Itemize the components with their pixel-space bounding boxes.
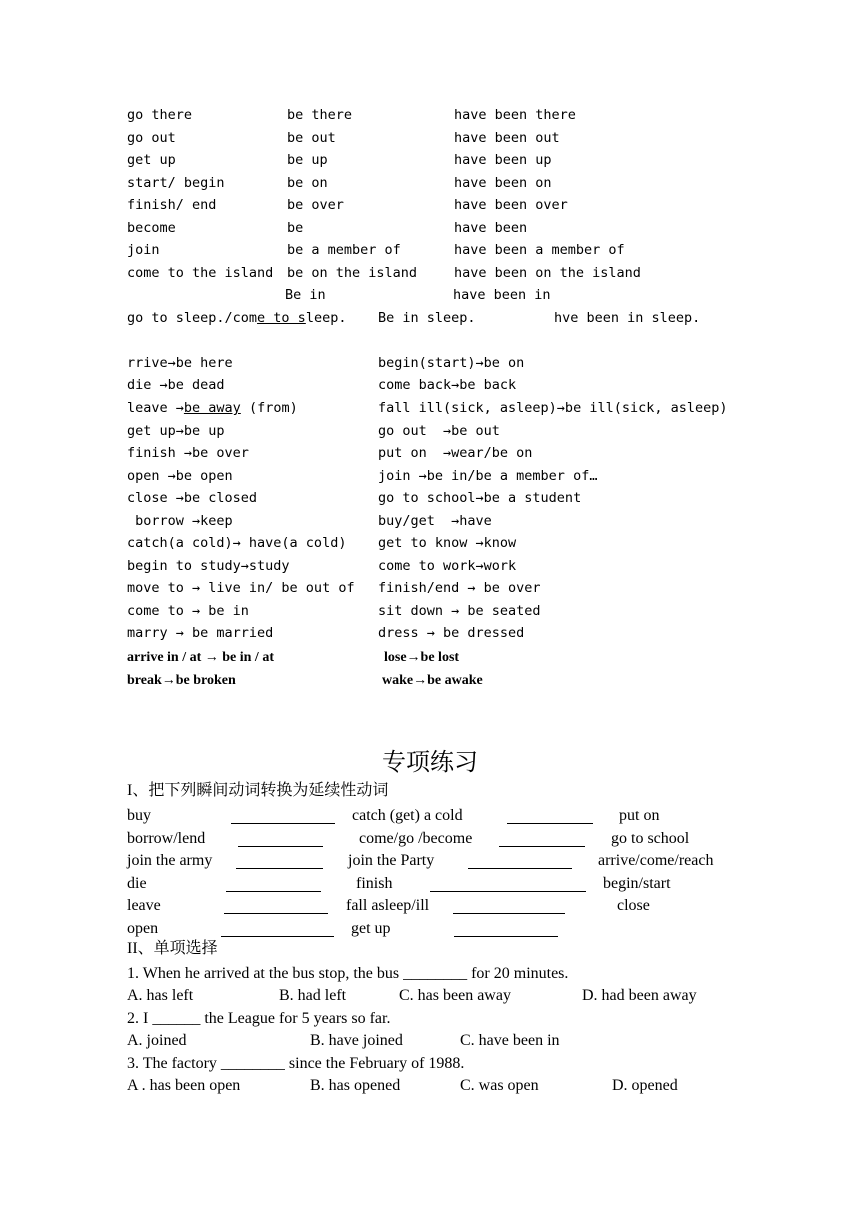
s2-r7-c1: buy/get →have: [378, 513, 492, 529]
p1-r4-c: begin/start: [603, 875, 671, 892]
sleep-row-c0: go to sleep./come to sleep.: [127, 310, 347, 326]
p1-r5-a: leave: [127, 897, 161, 914]
s1-r7-c0: come to the island: [127, 265, 274, 281]
question-1-option-d[interactable]: D. had been away: [582, 987, 697, 1004]
s1-r8-c2: have been in: [453, 287, 551, 303]
s1-r6-c0: join: [127, 242, 160, 258]
answer-blank[interactable]: [236, 868, 323, 869]
question-2-option-a[interactable]: A. joined: [127, 1032, 187, 1049]
s1-r3-c0: start/ begin: [127, 175, 225, 191]
s2-r6-c0: close →be closed: [127, 490, 258, 506]
s1-r1-c2: have been out: [454, 130, 560, 146]
s2-r9-c0: begin to study→study: [127, 558, 290, 574]
s2-r1-c0: die →be dead: [127, 377, 225, 393]
p1-r3-c: arrive/come/reach: [598, 852, 714, 869]
question-1-option-c[interactable]: C. has been away: [399, 987, 511, 1004]
answer-blank[interactable]: [238, 846, 323, 847]
s2-r8-c1: get to know →know: [378, 535, 517, 551]
p1-r3-a: join the army: [127, 852, 213, 869]
s2-r10-c1: finish/end → be over: [378, 580, 541, 596]
sleep-row-c1: Be in sleep.: [378, 310, 476, 326]
s1-r6-c2: have been a member of: [454, 242, 625, 258]
p1-r2-b: come/go /become: [359, 830, 473, 847]
s2-r11-c1: sit down → be seated: [378, 603, 541, 619]
s1-r4-c0: finish/ end: [127, 197, 217, 213]
s2-r8-c0: catch(a cold)→ have(a cold): [127, 535, 347, 551]
question-2-stem: 2. I ______ the League for 5 years so far.: [127, 1010, 391, 1027]
question-3-option-a[interactable]: A . has been open: [127, 1077, 241, 1094]
s1-r2-c0: get up: [127, 152, 176, 168]
s1-r5-c0: become: [127, 220, 176, 236]
s2-bold-r0-c1: lose→be lost: [384, 650, 460, 665]
s1-r2-c1: be up: [287, 152, 328, 168]
s1-r0-c1: be there: [287, 107, 353, 123]
part2-heading: II、单项选择: [127, 940, 218, 957]
question-1-option-a[interactable]: A. has left: [127, 987, 194, 1004]
s2-r5-c0: open →be open: [127, 468, 233, 484]
p1-r2-a: borrow/lend: [127, 830, 206, 847]
answer-blank[interactable]: [226, 891, 321, 892]
s1-r6-c1: be a member of: [287, 242, 401, 258]
part1-heading: I、把下列瞬间动词转换为延续性动词: [127, 782, 389, 799]
question-1-option-b[interactable]: B. had left: [279, 987, 347, 1004]
s1-r1-c0: go out: [127, 130, 176, 146]
s2-r5-c1: join →be in/be a member of…: [378, 468, 598, 484]
s2-bold-r1-c0: break→be broken: [127, 673, 236, 688]
s1-r8-c1: Be in: [285, 287, 326, 303]
p1-r6-b: get up: [351, 920, 391, 937]
p1-r3-b: join the Party: [348, 852, 435, 869]
s2-r4-c1: put on →wear/be on: [378, 445, 533, 461]
p1-r5-c: close: [617, 897, 650, 914]
p1-r1-c: put on: [619, 807, 660, 824]
p1-r5-b: fall asleep/ill: [346, 897, 430, 914]
s2-r12-c1: dress → be dressed: [378, 625, 525, 641]
p1-r4-a: die: [127, 875, 147, 892]
s2-r1-c1: come back→be back: [378, 377, 517, 393]
s2-r3-c1: go out →be out: [378, 423, 500, 439]
s1-r7-c1: be on the island: [287, 265, 418, 281]
s1-r3-c2: have been on: [454, 175, 552, 191]
question-2-option-c[interactable]: C. have been in: [460, 1032, 560, 1049]
p1-r6-a: open: [127, 920, 159, 937]
s1-r4-c2: have been over: [454, 197, 568, 213]
answer-blank[interactable]: [430, 891, 586, 892]
question-2-option-b[interactable]: B. have joined: [310, 1032, 403, 1049]
s2-r11-c0: come to → be in: [127, 603, 249, 619]
p1-r4-b: finish: [356, 875, 393, 892]
question-1-stem: 1. When he arrived at the bus stop, the bus ________ for 20 minutes.: [127, 965, 569, 982]
answer-blank[interactable]: [231, 823, 335, 824]
s1-r0-c0: go there: [127, 107, 193, 123]
answer-blank[interactable]: [454, 936, 558, 937]
s2-r0-c1: begin(start)→be on: [378, 355, 525, 371]
s1-r0-c2: have been there: [454, 107, 576, 123]
exercise-title: 专项练习: [382, 748, 478, 776]
answer-blank[interactable]: [507, 823, 593, 824]
question-3-option-c[interactable]: C. was open: [460, 1077, 539, 1094]
s2-r7-c0: borrow →keep: [127, 513, 233, 529]
p1-r2-c: go to school: [611, 830, 690, 847]
s2-r4-c0: finish →be over: [127, 445, 249, 461]
s2-r6-c1: go to school→be a student: [378, 490, 582, 506]
s2-r2-c1: fall ill(sick, asleep)→be ill(sick, asleep): [378, 400, 728, 416]
answer-blank[interactable]: [221, 936, 334, 937]
s1-r5-c2: have been: [454, 220, 528, 236]
p1-r1-b: catch (get) a cold: [352, 807, 463, 824]
s2-r9-c1: come to work→work: [378, 558, 517, 574]
s2-r2-c0: leave →be away (from): [127, 400, 298, 416]
answer-blank[interactable]: [453, 913, 565, 914]
question-3-option-d[interactable]: D. opened: [612, 1077, 678, 1094]
s1-r1-c1: be out: [287, 130, 336, 146]
question-3-stem: 3. The factory ________ since the February of 1988.: [127, 1055, 465, 1072]
s1-r4-c1: be over: [287, 197, 344, 213]
s2-bold-r1-c1: wake→be awake: [382, 673, 483, 688]
answer-blank[interactable]: [468, 868, 572, 869]
s2-r12-c0: marry → be married: [127, 625, 274, 641]
s1-r2-c2: have been up: [454, 152, 552, 168]
s2-r3-c0: get up→be up: [127, 423, 225, 439]
answer-blank[interactable]: [499, 846, 585, 847]
s2-r10-c0: move to → live in/ be out of: [127, 580, 355, 596]
s1-r7-c2: have been on the island: [454, 265, 641, 281]
s2-r0-c0: rrive→be here: [127, 355, 233, 371]
s2-bold-r0-c0: arrive in / at → be in / at: [127, 650, 274, 665]
question-3-option-b[interactable]: B. has opened: [310, 1077, 401, 1094]
sleep-row-c2: hve been in sleep.: [554, 310, 701, 326]
s1-r5-c1: be: [287, 220, 304, 236]
s1-r3-c1: be on: [287, 175, 328, 191]
p1-r1-a: buy: [127, 807, 151, 824]
answer-blank[interactable]: [224, 913, 328, 914]
